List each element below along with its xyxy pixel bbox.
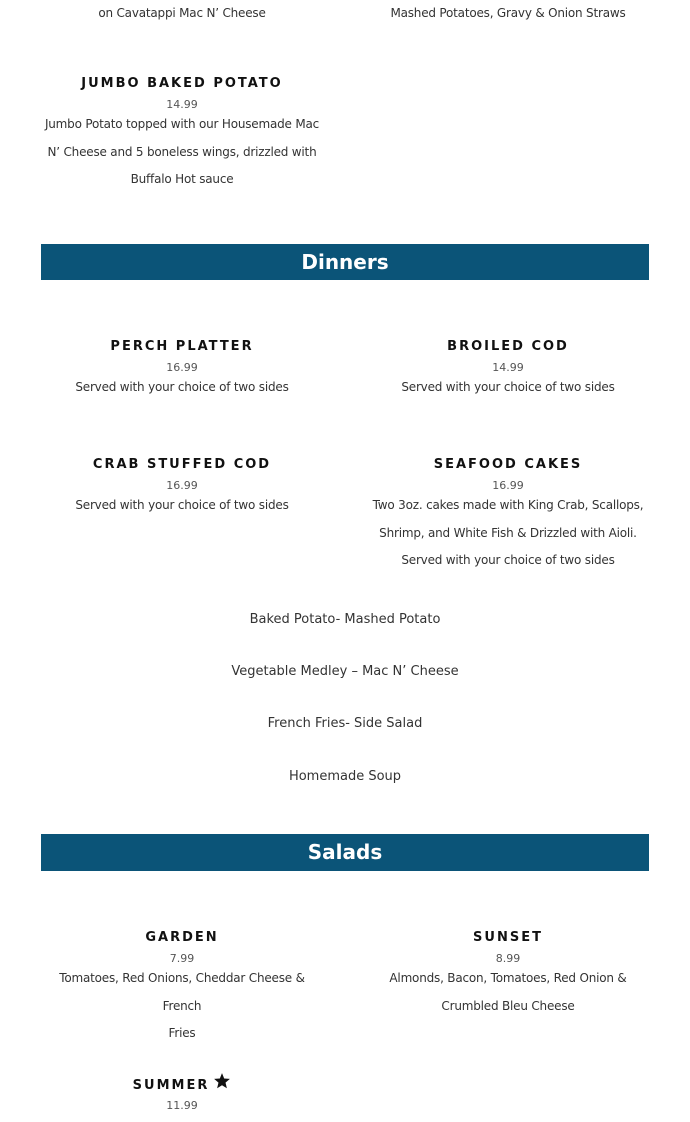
description-line: Served with your choice of two sides — [401, 380, 615, 394]
menu-item-name: SUNSET — [473, 930, 543, 945]
menu-item-description — [41, 111, 323, 194]
menu-item-perch-platter — [41, 339, 323, 402]
menu-item-broiled-cod — [366, 339, 650, 402]
description-line: N’ Cheese and 5 boneless wings, drizzled with — [47, 144, 317, 159]
menu-item-name-row — [41, 1072, 323, 1094]
menu-item-description: on Cavatappi Mac N’ Cheese — [98, 6, 266, 20]
menu-item-name: GARDEN — [145, 930, 219, 945]
menu-item-jumbo-baked-potato — [41, 76, 323, 194]
menu-item-price: 16.99 — [166, 361, 198, 374]
side-option: Baked Potato- Mashed Potato — [249, 612, 441, 627]
section-header-dinners: Dinners — [41, 244, 649, 280]
menu-item-price: 16.99 — [166, 479, 198, 492]
menu-item-price: 14.99 — [492, 361, 524, 374]
description-line: Fries — [168, 1026, 196, 1040]
star-icon — [213, 1072, 231, 1090]
menu-item-garden — [41, 930, 323, 1048]
menu-item-description — [366, 965, 650, 1020]
menu-item-name: CRAB STUFFED COD — [92, 457, 272, 472]
menu-item-price: 16.99 — [492, 479, 524, 492]
description-line: Served with your choice of two sides — [75, 498, 289, 512]
menu-item-name: BROILED COD — [447, 339, 569, 354]
menu-item-description — [366, 492, 650, 575]
menu-item-seafood-cakes — [366, 457, 650, 575]
description-line: Jumbo Potato topped with our Housemade Mac — [44, 117, 320, 131]
side-option: French Fries- Side Salad — [267, 716, 423, 731]
menu-item-name: SUMMER — [132, 1078, 210, 1093]
menu-item-description — [41, 374, 323, 402]
menu-item-crab-stuffed-cod — [41, 457, 323, 520]
side-option: Vegetable Medley – Mac N’ Cheese — [231, 664, 459, 679]
side-option: Homemade Soup — [288, 769, 402, 784]
menu-item-summer — [41, 1072, 323, 1113]
description-line: Crumbled Bleu Cheese — [441, 998, 575, 1013]
description-line: Almonds, Bacon, Tomatoes, Red Onion & — [389, 971, 627, 985]
description-line: Served with your choice of two sides — [401, 553, 615, 567]
menu-item-name: SEAFOOD CAKES — [433, 457, 583, 472]
description-line: Buffalo Hot sauce — [130, 172, 234, 186]
menu-item-price: 11.99 — [166, 1099, 198, 1112]
menu-item-description — [41, 492, 323, 520]
menu-item-name: JUMBO BAKED POTATO — [81, 76, 283, 91]
description-line: Served with your choice of two sides — [75, 380, 289, 394]
menu-item-description: Mashed Potatoes, Gravy & Onion Straws — [390, 6, 626, 20]
description-line: Tomatoes, Red Onions, Cheddar Cheese & French — [59, 971, 305, 1013]
menu-item-name: PERCH PLATTER — [110, 339, 254, 354]
section-header-salads: Salads — [41, 834, 649, 871]
menu-item-sunset — [366, 930, 650, 1020]
menu-item-price: 7.99 — [169, 952, 195, 965]
menu-item-description — [366, 374, 650, 402]
description-line: Shrimp, and White Fish & Drizzled with Aioli. — [379, 525, 637, 540]
description-line: Two 3oz. cakes made with King Crab, Scallops, — [372, 498, 644, 512]
menu-item-description — [41, 965, 323, 1048]
menu-item-price: 8.99 — [495, 952, 521, 965]
menu-item-price: 14.99 — [166, 98, 198, 111]
